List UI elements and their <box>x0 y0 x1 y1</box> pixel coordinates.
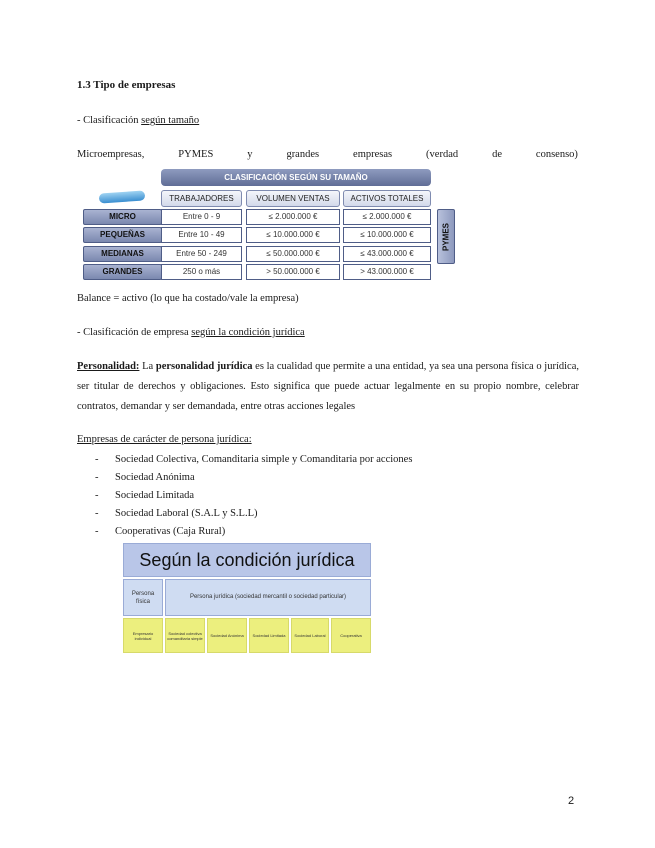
logo-icon <box>99 190 146 203</box>
list-item-text: Sociedad Laboral (S.A.L y S.L.L) <box>115 508 258 519</box>
size-classification-link: según tamaño <box>141 115 200 126</box>
juridica-list <box>95 451 412 541</box>
intro-word: consenso) <box>535 149 578 160</box>
list-dash: - <box>95 526 99 537</box>
size-classification-line <box>77 115 199 126</box>
size-table-header: VOLUMEN VENTAS <box>246 190 340 207</box>
personalidad-text: La <box>139 361 156 372</box>
intro-word: y <box>247 149 253 160</box>
diagram-sub-box: Sociedad colectiva comanditaria simple <box>165 618 205 653</box>
diagram-sub-box: Sociedad Anónima <box>207 618 247 653</box>
size-table-cell: Entre 50 - 249 <box>161 246 242 262</box>
legal-classification-link: según la condición jurídica <box>191 327 305 338</box>
list-item-text: Cooperativas (Caja Rural) <box>115 526 226 537</box>
legal-classification-line <box>77 327 305 338</box>
size-table-row-label: MEDIANAS <box>83 246 162 262</box>
juridica-heading: Empresas de carácter de persona jurídica: <box>77 434 252 445</box>
diagram-sub-box: Sociedad Laboral <box>291 618 329 653</box>
list-item <box>95 505 412 523</box>
list-item-text: Sociedad Colectiva, Comanditaria simple y Comanditaria por acciones <box>115 454 413 465</box>
diagram-title: Según la condición jurídica <box>123 543 371 577</box>
list-dash: - <box>95 508 99 519</box>
size-classification-prefix: - Clasificación <box>77 115 142 126</box>
personalidad-text: es la cualidad que permite a una entidad, ya sea una persona física o jurídica, ser titular de derechos y obligaciones. Esto significa que puede actuar legalmente en su propio nombre, celebrar contratos, demandar y ser demandada, entre otras acciones legales <box>77 361 579 412</box>
diagram-persona-fisica: Persona física <box>123 579 163 616</box>
personalidad-label: Personalidad: <box>77 361 140 372</box>
personalidad-paragraph <box>77 357 579 417</box>
list-dash: - <box>95 490 99 501</box>
pymes-side-label <box>437 209 455 264</box>
intro-word: Microempresas, <box>77 149 145 160</box>
size-table-cell: > 43.000.000 € <box>343 264 431 280</box>
size-table-cell: Entre 0 - 9 <box>161 209 242 225</box>
size-table-row-label: GRANDES <box>83 264 162 280</box>
section-heading: 1.3 Tipo de empresas <box>77 79 176 91</box>
list-item-text: Sociedad Anónima <box>115 472 195 483</box>
intro-word: grandes <box>286 149 320 160</box>
legal-classification-prefix: - Clasificación de empresa <box>77 327 192 338</box>
size-table-cell: Entre 10 - 49 <box>161 227 242 243</box>
size-table-cell: ≤ 10.000.000 € <box>246 227 340 243</box>
size-table-row-label: PEQUEÑAS <box>83 227 162 243</box>
intro-word: empresas <box>353 149 393 160</box>
page-number: 2 <box>568 795 575 807</box>
balance-line: Balance = activo (lo que ha costado/vale la empresa) <box>77 293 299 304</box>
size-table-header: ACTIVOS TOTALES <box>343 190 431 207</box>
size-table-cell: ≤ 43.000.000 € <box>343 246 431 262</box>
list-dash: - <box>95 454 99 465</box>
size-table-cell: 250 o más <box>161 264 242 280</box>
list-dash: - <box>95 472 99 483</box>
size-table-row-label: MICRO <box>83 209 162 225</box>
diagram-persona-juridica: Persona jurídica (sociedad mercantil o sociedad particular) <box>165 579 371 616</box>
diagram-sub-box: Sociedad Limitada <box>249 618 289 653</box>
intro-word: de <box>492 149 502 160</box>
list-item <box>95 487 412 505</box>
list-item-text: Sociedad Limitada <box>115 490 195 501</box>
pymes-text: PYMES <box>441 222 451 251</box>
personalidad-bold: personalidad jurídica <box>155 361 253 372</box>
size-table-cell: > 50.000.000 € <box>246 264 340 280</box>
list-item <box>95 469 412 487</box>
diagram-sub-box: Empresario individual <box>123 618 163 653</box>
intro-word: (verdad <box>426 149 459 160</box>
list-item <box>95 523 412 541</box>
size-intro-line <box>77 149 578 160</box>
diagram-sub-box: Cooperativa <box>331 618 371 653</box>
list-item <box>95 451 412 469</box>
intro-word: PYMES <box>178 149 214 160</box>
size-table-cell: ≤ 10.000.000 € <box>343 227 431 243</box>
size-table-banner: CLASIFICACIÓN SEGÚN SU TAMAÑO <box>161 169 431 186</box>
size-table-cell: ≤ 50.000.000 € <box>246 246 340 262</box>
size-table-cell: ≤ 2.000.000 € <box>246 209 340 225</box>
size-table-header: TRABAJADORES <box>161 190 242 207</box>
size-table-cell: ≤ 2.000.000 € <box>343 209 431 225</box>
